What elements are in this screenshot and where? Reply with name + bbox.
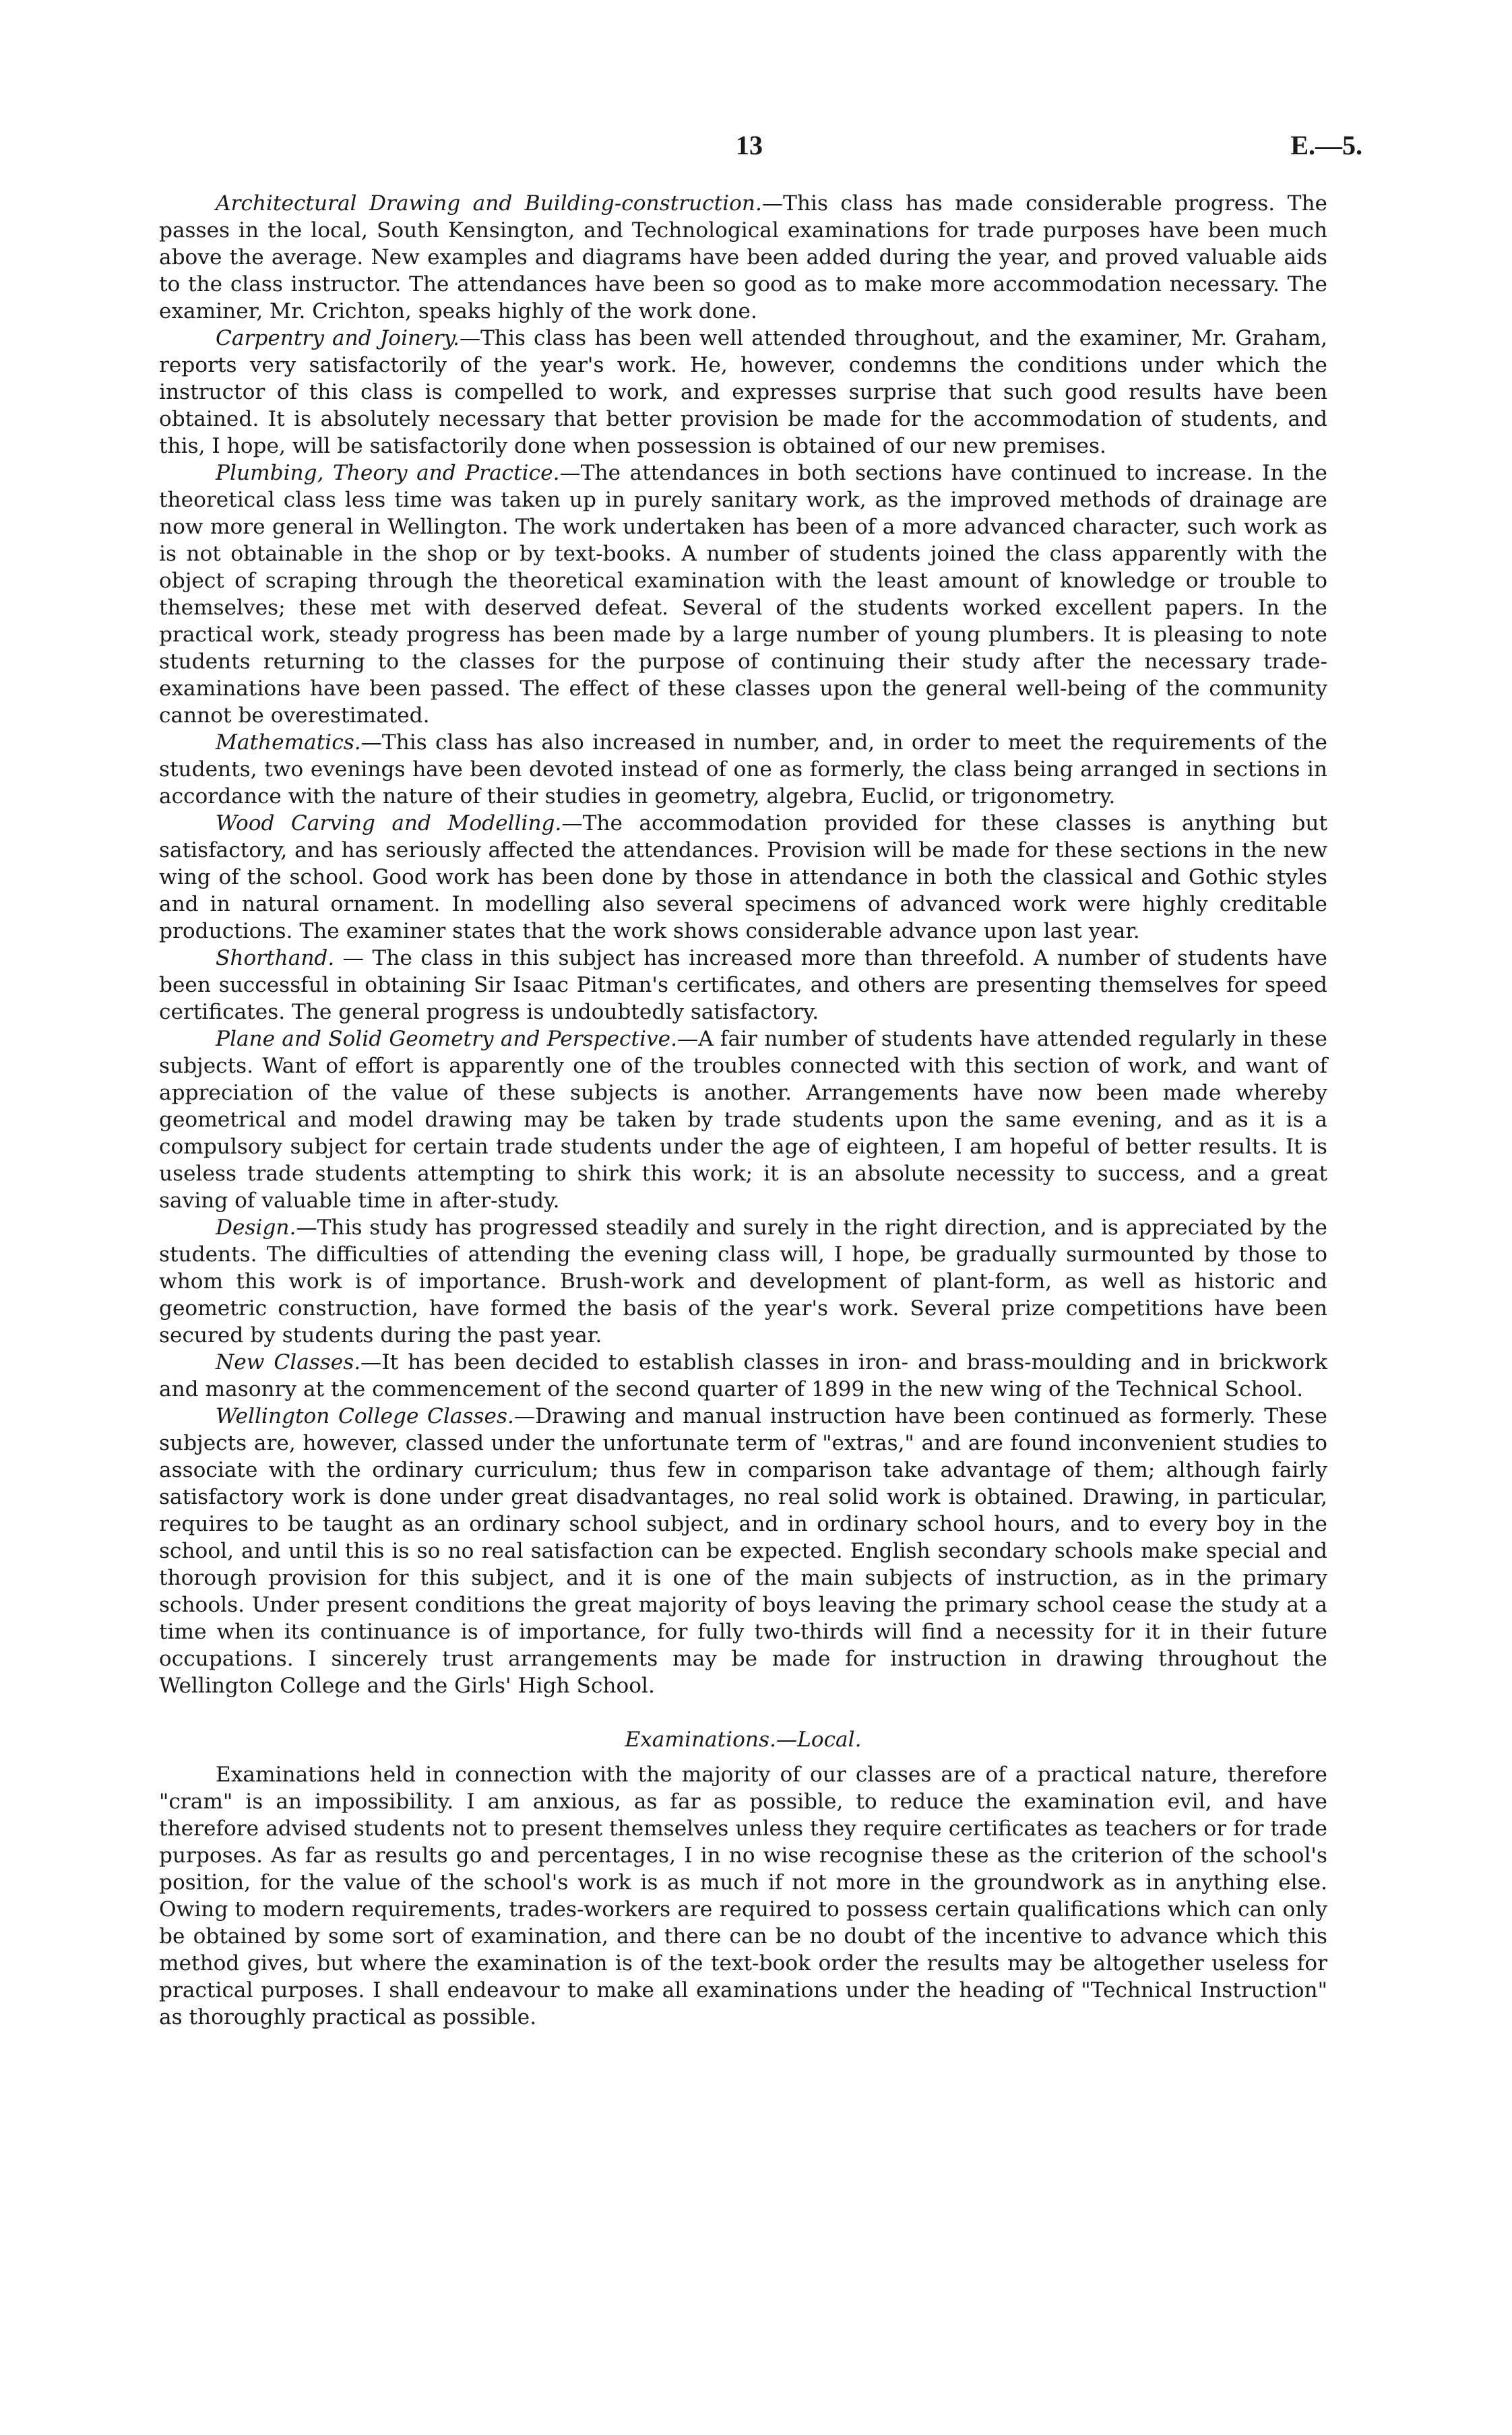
paragraph-heading: Design.	[216, 1215, 296, 1240]
paragraph-design	[159, 1214, 1327, 1349]
paragraph-heading: Plumbing, Theory and Practice.	[216, 461, 560, 485]
paragraph-text: — The class in this subject has increased more than threefold. A number of students have been successful in obtaining Sir Isaac Pitman's certificates, and others are presenting themselves for speed certificates. The general progress is undoubtedly satisfactory.	[159, 946, 1327, 1024]
paragraph-architectural-drawing	[159, 190, 1327, 325]
paragraph-text: —This class has also increased in number, and, in order to meet the requirements of the students, two evenings have been devoted instead of one as formerly, the class being arranged in sections in accordance with the nature of their studies in geometry, algebra, Euclid, or trigonometry.	[159, 730, 1327, 809]
report-body	[159, 190, 1327, 2031]
page-header	[0, 129, 1512, 170]
paragraph-text: —This study has progressed steadily and surely in the right direction, and is appreciated by the students. The difficulties of attending the evening class will, I hope, be gradually surmounted by those to whom this work is of importance. Brush-work and development of plant-form, as well as historic and geometric construction, have formed the basis of the year's work. Several prize competitions have been secured by students during the past year.	[159, 1215, 1327, 1348]
paragraph-heading: Mathematics.	[216, 730, 361, 755]
paragraph-heading: Shorthand.	[216, 946, 335, 970]
paragraph-heading: Wood Carving and Modelling.	[216, 811, 562, 835]
paragraph-heading: Plane and Solid Geometry and Perspective.	[216, 1027, 677, 1051]
paragraph-text: —The attendances in both sections have continued to increase. In the theoretical class less time was taken up in purely sanitary work, as the improved methods of drainage are now more general in Wellington. The work undertaken has been of a more advanced character, such work as is not obtainable in the shop or by text-books. A number of students joined the class apparently with the object of scraping through the theoretical examination with the least amount of knowledge or trouble to themselves; these met with deserved defeat. Several of the students worked excellent papers. In the practical work, steady progress has been made by a large number of young plumbers. It is pleasing to note students returning to the classes for the purpose of continuing their study after the necessary trade-examinations have been passed. The effect of these classes upon the general well-being of the community cannot be overestimated.	[159, 461, 1327, 728]
paragraph-mathematics	[159, 729, 1327, 810]
paragraph-heading: New Classes.	[216, 1350, 361, 1374]
paragraph-text: —This class has been well attended throughout, and the examiner, Mr. Graham, reports very satisfactorily of the year's work. He, however, condemns the conditions under which the instructor of this class is compelled to work, and expresses surprise that such good results have been obtained. It is absolutely necessary that better provision be made for the accommodation of students, and this, I hope, will be satisfactorily done when possession is obtained of our new premises.	[159, 326, 1327, 458]
paragraph-wellington-college	[159, 1403, 1327, 1699]
paragraph-text: —Drawing and manual instruction have been continued as formerly. These subjects are, however, classed under the unfortunate term of "extras," and are found inconvenient studies to associate with the ordinary curriculum; thus few in comparison take advantage of them; although fairly satisfactory work is done under great disadvantages, no real solid work is obtained. Drawing, in particular, requires to be taught as an ordinary school subject, and in ordinary school hours, and to every boy in the school, and until this is so no real satisfaction can be expected. English secondary schools make special and thorough provision for this subject, and it is one of the main subjects of instruction, as in the primary schools. Under present conditions the great majority of boys leaving the primary school cease the study at a time when its continuance is of importance, for fully two-thirds will find a necessity for it in their future occupations. I sincerely trust arrangements may be made for instruction in drawing throughout the Wellington College and the Girls' High School.	[159, 1404, 1327, 1698]
paragraph-heading: Architectural Drawing and Building-construction.	[216, 191, 762, 216]
paragraph-text: —This class has made considerable progress. The passes in the local, South Kensington, and Technological examinations for trade purposes have been much above the average. New examples and diagrams have been added during the year, and proved valuable aids to the class instructor. The attendances have been so good as to make more accommodation necessary. The examiner, Mr. Crichton, speaks highly of the work done.	[159, 191, 1327, 323]
paragraph-text: —A fair number of students have attended regularly in these subjects. Want of effort is apparently one of the troubles connected with this section of work, and want of appreciation of the value of these subjects is another. Arrangements have now been made whereby geometrical and model drawing may be taken by trade students upon the same evening, and as it is a compulsory subject for certain trade students under the age of eighteen, I am hopeful of better results. It is useless trade students attempting to shirk this work; it is an absolute necessity to success, and a great saving of valuable time in after-study.	[159, 1027, 1327, 1213]
paragraph-text: —The accommodation provided for these classes is anything but satisfactory, and has seriously affected the attendances. Provision will be made for these sections in the new wing of the school. Good work has been done by those in attendance in both the classical and Gothic styles and in natural ornament. In modelling also several specimens of advanced work were highly creditable productions. The examiner states that the work shows considerable advance upon last year.	[159, 811, 1327, 943]
paragraph-examinations: Examinations held in connection with the majority of our classes are of a practical nature, therefore "cram" is an impossibility. I am anxious, as far as possible, to reduce the examination evil, and have therefore advised students not to present themselves unless they require certificates as teachers or for trade purposes. As far as results go and percentages, I in no wise recognise these as the criterion of the school's position, for the value of the school's work is as much if not more in the groundwork as in anything else. Owing to modern requirements, trades-workers are required to possess certain qualifications which can only be obtained by some sort of examination, and there can be no doubt of the incentive to advance which this method gives, but where the examination is of the text-book order the results may be altogether useless for practical purposes. I shall endeavour to make all examinations under the heading of "Technical Instruction" as thoroughly practical as possible.	[159, 1763, 1327, 2029]
page-number: 13	[736, 130, 763, 160]
document-reference: E.—5.	[1290, 130, 1362, 160]
paragraph-shorthand	[159, 945, 1327, 1025]
paragraph-new-classes	[159, 1349, 1327, 1403]
paragraph-heading: Wellington College Classes.	[216, 1404, 514, 1428]
paragraph-carpentry	[159, 325, 1327, 460]
paragraph-plumbing	[159, 460, 1327, 729]
paragraph-heading: Carpentry and Joinery.	[216, 326, 460, 350]
paragraph-wood-carving	[159, 810, 1327, 945]
paragraph-text: —It has been decided to establish classes in iron- and brass-moulding and in brickwork and masonry at the commencement of the second quarter of 1899 in the new wing of the Technical School.	[159, 1350, 1327, 1401]
section-title-examinations: Examinations.—Local.	[625, 1728, 862, 1752]
paragraph-geometry	[159, 1025, 1327, 1214]
